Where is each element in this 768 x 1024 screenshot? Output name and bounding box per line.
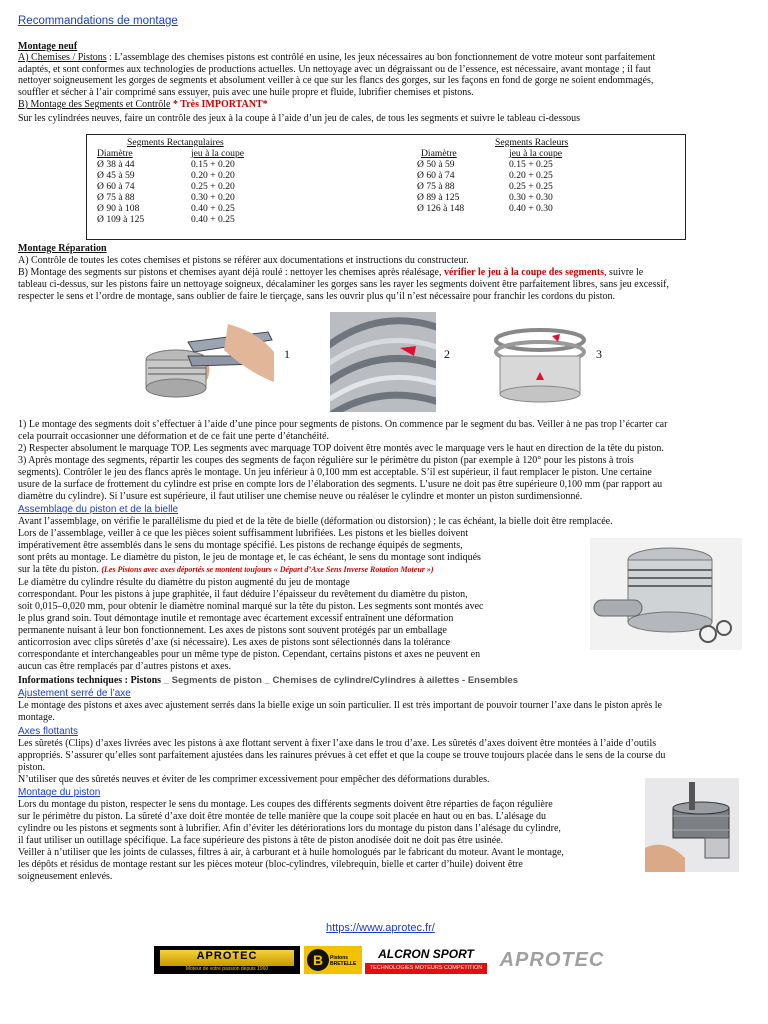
paragraph-line: respecter le sens et l’ordre de montage, sans oublier de faire le tierçage, sans les ouvrir plus qu’il n’est nécessaire pour franchir les cordons du piston.	[18, 291, 616, 302]
table-header-diametre: Diamètre	[421, 148, 457, 159]
paragraph-line: permanente nuisant à leur bon fonctionnement. Les axes de pistons sont souvent protégés par un emballage	[18, 625, 447, 636]
paragraph-line: le plus grand soin. Tout démontage inutile et remontage avec écartement excessif entraînent une déformation	[18, 613, 454, 624]
paragraph-line: segments). Contrôler le jeu des flancs après le montage. Un jeu inférieur à 0,100 mm est acceptable. S’il est supérieur, il faut remplacer le piston. Une certaine	[18, 467, 652, 478]
paragraph-line: Le diamètre du cylindre résulte du diamètre du piston augmenté du jeu de montage	[18, 577, 350, 588]
info-technique-label: Informations techniques : Pistons	[18, 675, 162, 686]
paragraph-line: appropriés. S’assurer qu’elles sont parfaitement ajustées dans les rainures prévues à cet effet et que la coupe se trouve toujours placée dans le sens de la course du	[18, 750, 666, 761]
paragraph-line: souffler et sécher à l’air comprimé sans essuyer, puis avec une huile propre et fluide, lubrifier chemises et pistons.	[18, 87, 474, 98]
subsection-label: B) Montage des Segments et Contrôle	[18, 99, 171, 110]
logo-alcron-tagline: TECHNOLOGIES MOTEURS COMPETITION	[365, 963, 487, 974]
footer-url-link[interactable]: https://www.aprotec.fr/	[326, 922, 435, 934]
link-assemblage-piston-bielle[interactable]: Assemblage du piston et de la bielle	[18, 504, 179, 515]
table-cell-jeu: 0.25 + 0.25	[509, 181, 553, 192]
table-title-rectangulaires: Segments Rectangulaires	[127, 137, 224, 148]
table-cell-jeu: 0.40 + 0.25	[191, 214, 235, 225]
paragraph-line: Avant l’assemblage, on vérifie le parallélisme du pied et de la tête de bielle (déformation ou distorsion) ; le cas échéant, la bielle doit être remplacée.	[18, 516, 613, 527]
figure-number-3: 3	[596, 347, 602, 361]
paragraph-line: aucun cas être remplacés par d’autres pistons et axes.	[18, 661, 231, 672]
table-header-jeu: jeu à la coupe	[509, 148, 563, 159]
logo-alcron-sport	[365, 946, 487, 974]
paragraph-line: soit 0,015–0,020 mm, pour obtenir le diamètre nominal marqué sur la tête du piston. Les segments sont montés avec	[18, 601, 484, 612]
logo-aprotec-2	[490, 946, 614, 974]
paragraph-line: Le montage des pistons et axes avec ajustement serrés dans la bielle exige un soin particulier. Il est très important de pouvoir tourner l’axe dans le piston après le	[18, 700, 662, 711]
table-cell-jeu: 0.15 + 0.20	[191, 159, 235, 170]
link-ajustement-serre[interactable]: Ajustement serré de l’axe	[18, 688, 131, 699]
table-cell-jeu: 0.25 + 0.20	[191, 181, 235, 192]
paragraph-line: Lors de l’assemblage, veiller à ce que les pièces soient suffisamment lubrifiées. Les pistons et les bielles doivent	[18, 528, 468, 539]
link-montage-piston[interactable]: Montage du piston	[18, 787, 101, 798]
table-cell-diametre: Ø 50 à 59	[417, 159, 455, 170]
paragraph-line: anticorrosion avec clips sûretés d’axe (si nécessaire). Les axes de pistons sont sélectionnés dans la tolérance	[18, 637, 451, 648]
paragraph-line: Lors du montage du piston, respecter le sens du montage. Les coupes des différents segments doivent être réparties de façon régulière	[18, 799, 553, 810]
piston-ring-plier-photo	[128, 312, 276, 404]
logo-aprotec-tagline: Moteur de votre passion depuis 1960	[185, 966, 269, 972]
paragraph-line: correspondant. Pour les pistons à jupe graphitée, il faut déduire l’épaisseur du revêtement du diamètre du piston,	[18, 589, 468, 600]
section-heading-montage-reparation: Montage Réparation	[18, 243, 107, 254]
paragraph-line: cela pourrait occasionner une déformation et de ce fait une perte d’étanchéité.	[18, 431, 329, 442]
text-run: : L’assemblage des chemises pistons est contrôlé en usine, les jeux nécessaires au bon fonctionnement de votre moteur sont parfaitement	[106, 52, 656, 63]
table-cell-jeu: 0.20 + 0.25	[509, 170, 553, 181]
table-cell-diametre: Ø 75 à 88	[97, 192, 135, 203]
paragraph-line: Les sûretés (Clips) d’axes livrées avec les pistons à axe flottant servent à fixer l’axe dans le trou d’axe. Les sûretés d’axes doivent être montées à l’aide d’outils	[18, 738, 657, 749]
paragraph-line	[18, 267, 643, 278]
paragraph-line: correspondante et interchangeables pour un même type de piston. Cependant, certains pistons et axes ne peuvent en	[18, 649, 481, 660]
paragraph-line	[18, 564, 434, 575]
paragraph-line: tableau ci-dessus, sur les pistons faire un nettoyage soigneux, décalaminer les gorges sans les rayer les segments doivent être parfaitement libres, sans jeu excessif,	[18, 279, 670, 290]
logo-bretelle-text: Pistons BRETELLE	[330, 955, 357, 967]
paragraph-line: impérativement être assemblés dans le sens du montage spécifié. Les pistons de rechange équipés de segments,	[18, 540, 463, 551]
figure-number-2: 2	[444, 347, 450, 361]
table-title-racleurs: Segments Racleurs	[495, 137, 569, 148]
piston-ring-diagram	[492, 322, 588, 404]
bretelle-b-icon: B	[307, 949, 329, 971]
paragraph-line: piston.	[18, 762, 45, 773]
logo-alcron-text: ALCRON SPORT	[365, 946, 487, 963]
clearance-table	[86, 134, 686, 240]
table-cell-diametre: Ø 89 à 125	[417, 192, 460, 203]
info-technique-links: _ Segments de piston _ Chemises de cylindre/Cylindres à ailettes - Ensembles	[161, 675, 518, 686]
text-run: , suivre le	[604, 267, 644, 278]
table-cell-diametre: Ø 60 à 74	[97, 181, 135, 192]
table-cell-jeu: 0.40 + 0.30	[509, 203, 553, 214]
table-cell-diametre: Ø 75 à 88	[417, 181, 455, 192]
logo-aprotec	[154, 946, 300, 974]
table-cell-diametre: Ø 45 à 59	[97, 170, 135, 181]
paragraph-line: adaptés, et sont conformes aux technologies de productions actuelles. Un nettoyage avec un dégraissant ou de l’essence, est nécessaire, avant montage ; il faut	[18, 64, 651, 75]
table-cell-jeu: 0.15 + 0.25	[509, 159, 553, 170]
paragraph-line: 1) Le montage des segments doit s’effectuer à l’aide d’une pince pour segments de pistons. On commence par le segment du bas. Veiller à ne pas trop l’écarter car	[18, 419, 668, 430]
paragraph-line: Sur les cylindrées neuves, faire un contrôle des jeux à la coupe à l’aide d’un jeu de cales, de tous les segments et suivre le tableau ci-dessous	[18, 113, 581, 124]
table-cell-diametre: Ø 90 à 108	[97, 203, 140, 214]
logo-aprotec-text: APROTEC	[196, 950, 258, 962]
table-cell-diametre: Ø 38 à 44	[97, 159, 135, 170]
table-cell-diametre: Ø 109 à 125	[97, 214, 145, 225]
table-cell-jeu: 0.20 + 0.20	[191, 170, 235, 181]
logo-bretelle	[304, 946, 362, 974]
highlight-warning: vérifier le jeu à la coupe des segments	[443, 267, 605, 278]
paragraph-line: 2) Respecter absolument le marquage TOP. Les segments avec marquage TOP doivent être montés avec le marquage vers le haut en direction de la tête du piston.	[18, 443, 664, 454]
table-cell-diametre: Ø 60 à 74	[417, 170, 455, 181]
paragraph-line	[18, 52, 655, 63]
table-header-diametre: Diamètre	[97, 148, 133, 159]
section-heading-montage-neuf: Montage neuf	[18, 41, 78, 52]
table-cell-jeu: 0.30 + 0.30	[509, 192, 553, 203]
piston-with-pin-photo	[590, 538, 742, 650]
paragraph-line: cylindre ou les pistons et segments sont à lubrifier. Afin d’éviter les détériorations lors du montage du piston dans l’alésage du cylindre,	[18, 823, 561, 834]
table-cell-jeu: 0.40 + 0.25	[191, 203, 235, 214]
paragraph-line: nettoyer soigneusement les gorges de segments et absolument veiller à ce que sur les flancs des gorges, sur les façons en fond de gorge ne soient endommagés,	[18, 75, 654, 86]
paragraph-line: soigneusement enlevés.	[18, 871, 113, 882]
paragraph-line: sur le périmètre du piston. La sûreté d’axe doit être montée de telle manière que la coupe soit placée en haut ou en bas. L’alésage du	[18, 811, 547, 822]
page-title[interactable]: Recommandations de montage	[18, 15, 178, 27]
table-cell-diametre: Ø 126 à 148	[417, 203, 465, 214]
logo-aprotec-2-text: APROTEC	[499, 949, 605, 971]
text-run: sur la tête du piston.	[18, 564, 102, 575]
paragraph-line: les dépôts et résidus de montage restant sur les pièces moteur (bloc-cylindres, vilebrequin, bielle et carter d’huile) doivent être	[18, 859, 523, 870]
paragraph-line: usure de la surface de frottement du cylindre est prise en compte lors de l’élaboration des segments. L’usure ne doit pas être supérieure 0,100 mm (par rapport au	[18, 479, 663, 490]
text-run: B) Montage des segments sur pistons et chemises ayant déjà roulé : nettoyer les chemises après réalésage,	[18, 267, 444, 278]
offset-axis-warning: (Les Pistons avec axes déportés se montent toujours « Départ d’Axe Sens Inverse Rotation Moteur »)	[101, 565, 434, 574]
piston-ring-compressor-photo	[645, 778, 739, 872]
link-axes-flottants[interactable]: Axes flottants	[18, 726, 79, 737]
paragraph-line: A) Contrôle de toutes les cotes chemises et pistons se référer aux documentations et instructions du constructeur.	[18, 255, 469, 266]
table-cell-jeu: 0.30 + 0.20	[191, 192, 235, 203]
piston-ring-closeup-photo	[330, 312, 436, 412]
important-warning: * Très IMPORTANT*	[170, 99, 268, 110]
paragraph-line: N’utiliser que des sûretés neuves et éviter de les comprimer excessivement pour empêcher des déformations durables.	[18, 774, 490, 785]
paragraph-line: sont prêts au montage. Le diamètre du piston, le jeu de montage et, le cas échéant, le sens du montage sont indiqués	[18, 552, 481, 563]
paragraph-line: Veiller à n’utiliser que les joints de culasses, filtres à air, à carburant et à huile homologués par le fabricant du moteur. Avant le montage,	[18, 847, 564, 858]
paragraph-line: diamètre du cylindre). Si l’usure est supérieure, il faut utiliser une chemise neuve ou réaléser le cylindre et monter un piston surdimensionné.	[18, 491, 583, 502]
paragraph-line	[18, 99, 268, 110]
figure-number-1: 1	[284, 347, 290, 361]
table-header-jeu: jeu à la coupe	[191, 148, 245, 159]
subsection-label: A) Chemises / Pistons	[18, 52, 107, 63]
paragraph-line: montage.	[18, 712, 55, 723]
info-technique-line	[18, 675, 518, 686]
paragraph-line: il faut utiliser un outillage spécifique. La face supérieure des pistons à tête de piston anodisée doit ne doit pas être usinée.	[18, 835, 504, 846]
paragraph-line: 3) Après montage des segments, répartir les coupes des segments de façon régulière sur le périmètre du piston (par exemple à 120° pour les pistons à trois	[18, 455, 634, 466]
